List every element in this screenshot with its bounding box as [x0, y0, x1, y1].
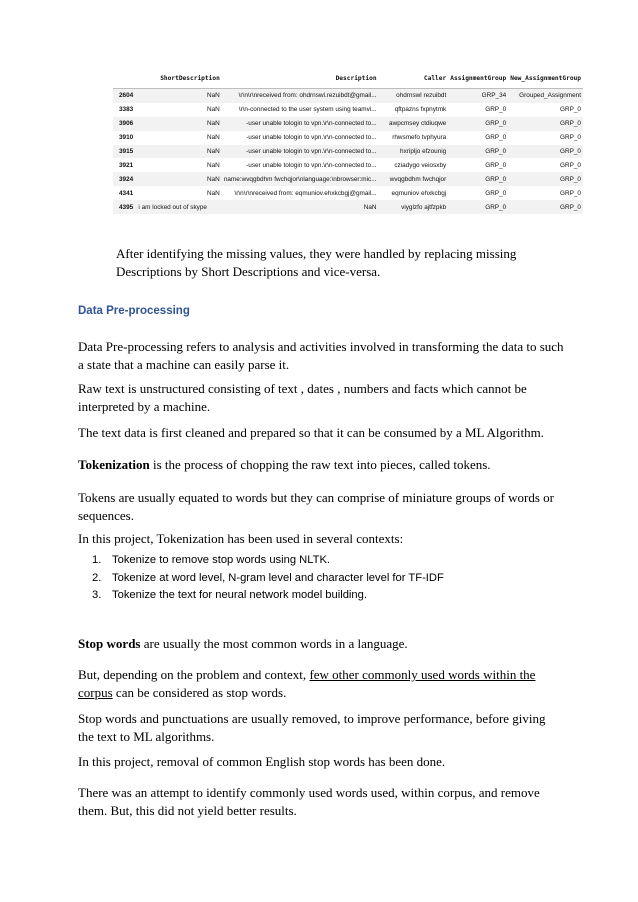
paragraph-removal — [78, 710, 546, 745]
list-text: Tokenize at word level, N-gram level and character level for TF-IDF — [112, 571, 444, 584]
column-header: AssignmentGroup — [448, 74, 508, 89]
text-run: are usually the most common words in a language. — [140, 636, 408, 651]
list-item — [92, 552, 444, 570]
table-cell: NaN — [136, 89, 221, 103]
table-row — [113, 131, 583, 145]
row-index: 4341 — [113, 186, 136, 200]
table-cell: -user unable tologin to vpn.\r\n-connected to... — [222, 145, 379, 159]
row-index: 4395 — [113, 200, 136, 214]
text-line: Tokens are usually equated to words but they can comprise of miniature groups of words or — [78, 490, 554, 505]
table-cell: GRP_0 — [448, 103, 508, 117]
paragraph-cleaning: The text data is first cleaned and prepared so that it can be consumed by a ML Algorithm. — [78, 425, 544, 440]
table-cell: ohdrnswl rezuibdt — [379, 89, 449, 103]
table-cell: -user unable tologin to vpn.\r\n-connected to... — [222, 117, 379, 131]
table-row — [113, 145, 583, 159]
table-cell: GRP_0 — [508, 131, 583, 145]
text-line: interpreted by a machine. — [78, 398, 211, 414]
table-cell: eqmuniov ehxkcbgj — [379, 186, 449, 200]
paragraph-preprocessing-definition — [78, 338, 564, 373]
text-line: a state that a machine can easily parse it. — [78, 356, 290, 372]
paragraph-tokens — [78, 489, 554, 524]
text-line: Data Pre-processing refers to analysis and activities involved in transforming the data to such — [78, 339, 564, 354]
table-cell: GRP_0 — [448, 158, 508, 172]
row-index: 3921 — [113, 158, 136, 172]
table-row — [113, 158, 583, 172]
table-cell: NaN — [222, 200, 379, 214]
row-index: 2604 — [113, 89, 136, 103]
table-cell: NaN — [136, 131, 221, 145]
term-bold: Tokenization — [78, 457, 150, 472]
table-cell: Grouped_Assignment — [508, 89, 583, 103]
text-line: Descriptions by Short Descriptions and vice-versa. — [116, 263, 381, 279]
row-index: 3910 — [113, 131, 136, 145]
underlined-text: corpus — [78, 684, 113, 700]
table-cell: GRP_0 — [508, 145, 583, 159]
text-line: sequences. — [78, 507, 134, 523]
text-line: After identifying the missing values, they were handled by replacing missing — [116, 246, 517, 261]
table-cell: \r\n\r\nreceived from: eqmuniov.ehxkcbgj@gmail... — [222, 186, 379, 200]
table-cell: GRP_0 — [448, 145, 508, 159]
table-cell: -user unable tologin to vpn.\r\n-connected to... — [222, 158, 379, 172]
table-cell: hxripljo efzounig — [379, 145, 449, 159]
section-heading: Data Pre-processing — [78, 305, 190, 317]
table-cell: -user unable tologin to vpn.\r\n-connected to... — [222, 131, 379, 145]
column-header: New_AssignmentGroup — [508, 74, 583, 89]
table-cell: NaN — [136, 103, 221, 117]
paragraph-corpus-stop-words — [78, 666, 535, 701]
text-run: But, depending on the problem and context, — [78, 667, 310, 682]
table-cell: GRP_0 — [508, 117, 583, 131]
table-cell: GRP_0 — [508, 200, 583, 214]
dataframe — [113, 74, 583, 214]
tokenization-list — [92, 552, 444, 605]
table-cell: GRP_0 — [508, 158, 583, 172]
text-run: can be considered as stop words. — [112, 684, 287, 700]
list-item — [92, 570, 444, 588]
table-row — [113, 89, 583, 103]
row-index: 3915 — [113, 145, 136, 159]
intro-paragraph — [116, 245, 516, 280]
table-row — [113, 103, 583, 117]
table-cell: GRP_0 — [448, 117, 508, 131]
paragraph-raw-text — [78, 380, 527, 415]
table-cell: name:wvqgbdhm fwchqjor\nlanguage:\nbrowser:mic... — [222, 172, 379, 186]
table-cell: i am locked out of skype — [136, 200, 221, 214]
underlined-text: few other commonly used words within the — [309, 667, 536, 682]
table-cell: GRP_0 — [448, 186, 508, 200]
table-cell: \r\n-connected to the user system using teamvi... — [222, 103, 379, 117]
table-row — [113, 186, 583, 200]
table-cell: GRP_0 — [448, 200, 508, 214]
list-number: 3. — [92, 589, 102, 601]
table-cell: NaN — [136, 117, 221, 131]
table-cell: NaN — [136, 186, 221, 200]
text-line: the text to ML algorithms. — [78, 728, 215, 744]
table-cell: GRP_0 — [508, 103, 583, 117]
table-cell: GRP_0 — [448, 172, 508, 186]
text-run: is the process of chopping the raw text into pieces, called tokens. — [149, 457, 491, 472]
table-row — [113, 200, 583, 214]
table-row — [113, 172, 583, 186]
table-cell: viyglzfo ajtfzpkb — [379, 200, 449, 214]
table-cell: cziadygo veiosxby — [379, 158, 449, 172]
table-cell: GRP_34 — [448, 89, 508, 103]
paragraph-english-stop-words: In this project, removal of common English stop words has been done. — [78, 754, 446, 769]
table-cell: qftpazns fxpnytmk — [379, 103, 449, 117]
table-cell: NaN — [136, 158, 221, 172]
text-line: There was an attempt to identify commonly used words used, within corpus, and remove — [78, 785, 540, 800]
list-item — [92, 587, 444, 605]
text-line: Raw text is unstructured consisting of text , dates , numbers and facts which cannot be — [78, 381, 527, 396]
table-cell: awpcmsey ctdiuqwe — [379, 117, 449, 131]
table-cell: NaN — [136, 145, 221, 159]
missing-values-table — [113, 74, 583, 214]
table-cell: GRP_0 — [448, 131, 508, 145]
column-header — [113, 74, 136, 89]
paragraph-contexts: In this project, Tokenization has been used in several contexts: — [78, 531, 404, 546]
list-number: 2. — [92, 571, 102, 584]
text-line: them. But, this did not yield better results. — [78, 802, 297, 818]
list-text: Tokenize to remove stop words using NLTK. — [112, 554, 331, 566]
table-cell: GRP_0 — [508, 172, 583, 186]
table-header-row — [113, 74, 583, 89]
table-cell: \r\n\r\nreceived from: ohdrnswl.rezuibdt@gmail... — [222, 89, 379, 103]
paragraph-attempt — [78, 784, 540, 819]
row-index: 3383 — [113, 103, 136, 117]
row-index: 3906 — [113, 117, 136, 131]
list-number: 1. — [92, 554, 102, 566]
table-cell: NaN — [136, 172, 221, 186]
table-cell: rhwsmefo tvphyura — [379, 131, 449, 145]
column-header: ShortDescription — [136, 74, 221, 89]
paragraph-tokenization — [78, 456, 491, 474]
text-line: Stop words and punctuations are usually removed, to improve performance, before giving — [78, 711, 546, 726]
row-index: 3924 — [113, 172, 136, 186]
list-text: Tokenize the text for neural network model building. — [112, 589, 367, 601]
column-header: Description — [222, 74, 379, 89]
table-row — [113, 117, 583, 131]
term-bold: Stop words — [78, 636, 141, 651]
paragraph-stop-words — [78, 635, 408, 653]
table-cell: GRP_0 — [508, 186, 583, 200]
column-header: Caller — [379, 74, 449, 89]
table-cell: wvqgbdhm fwchqjor — [379, 172, 449, 186]
